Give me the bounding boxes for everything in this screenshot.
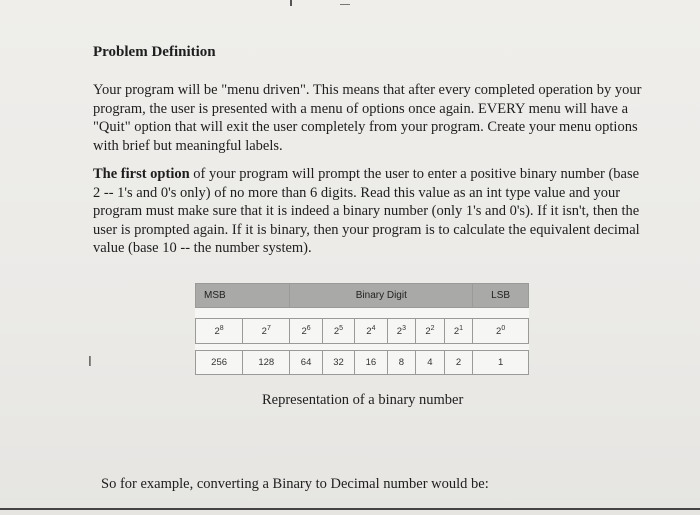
table-power-row	[196, 318, 529, 344]
power-base: 2	[333, 326, 340, 338]
section-heading: Problem Definition	[93, 44, 216, 60]
table-spacer-row	[196, 307, 529, 318]
place-value-cell: 2	[444, 351, 473, 375]
power-base: 2	[366, 326, 372, 338]
table-value-row	[196, 351, 529, 375]
place-value-cell: 256	[196, 351, 243, 375]
power-cell	[444, 318, 473, 344]
power-base: 2	[214, 326, 220, 338]
power-base: 2	[453, 326, 460, 338]
power-base: 2	[301, 326, 307, 338]
power-cell	[473, 318, 529, 344]
power-cell	[322, 318, 354, 344]
bottom-edge-line	[0, 508, 700, 510]
text-cursor-icon: I	[88, 355, 92, 370]
place-value-cell: 128	[243, 351, 290, 375]
lsb-label: LSB	[473, 284, 529, 308]
power-cell	[243, 318, 290, 344]
power-exponent: 1	[459, 324, 464, 332]
power-cell	[416, 318, 445, 344]
power-exponent: 8	[219, 324, 224, 332]
paragraph-example: So for example, converting a Binary to Decimal number would be:	[101, 476, 489, 492]
top-edge-mark-2	[340, 0, 350, 5]
power-cell	[196, 318, 243, 344]
table-header-row	[196, 284, 529, 308]
table-gap-row	[196, 344, 529, 351]
power-cell	[290, 318, 322, 344]
paragraph-first-option	[93, 165, 648, 258]
place-value-cell: 16	[355, 351, 387, 375]
power-exponent: 6	[306, 324, 311, 332]
power-exponent: 2	[430, 324, 435, 332]
power-exponent: 5	[339, 324, 344, 332]
power-exponent: 0	[501, 324, 506, 332]
first-option-text: of your program will prompt the user to enter a positive binary number (base 2 -- 1's and 0's only) of no more than 6 digits. Read this value as an int type value and your program must make sure that it is indeed a binary number (only 1's and 0's). If it isn't, then the user is prompted again. If it is binary, then your program is to calculate the equivalent decimal value (base 10 -- the number system).	[93, 166, 640, 256]
binary-representation-table	[195, 283, 529, 375]
place-value-cell: 8	[387, 351, 416, 375]
power-base: 2	[261, 326, 267, 338]
first-option-bold: The first option	[93, 166, 190, 182]
place-value-cell: 64	[290, 351, 322, 375]
power-base: 2	[396, 326, 403, 338]
power-cell	[387, 318, 416, 344]
place-value-cell: 4	[416, 351, 445, 375]
place-value-cell: 1	[473, 351, 529, 375]
table-caption: Representation of a binary number	[262, 392, 464, 408]
power-exponent: 4	[371, 324, 376, 332]
power-base: 2	[425, 326, 431, 338]
power-cell	[355, 318, 387, 344]
place-value-cell: 32	[322, 351, 354, 375]
power-base: 2	[496, 326, 502, 338]
paragraph-menu-driven: Your program will be "menu driven". This means that after every completed operation by your program, the user is presented with a menu of options once again. EVERY menu will have a "Quit" option that will exit the user completely from your program. Create your menu options with brief but meaningful labels.	[93, 82, 642, 154]
binary-digit-label: Binary Digit	[290, 284, 473, 308]
power-exponent: 3	[402, 324, 406, 332]
msb-label: MSB	[196, 284, 290, 308]
top-edge-mark	[290, 0, 292, 6]
power-exponent: 7	[266, 324, 271, 332]
